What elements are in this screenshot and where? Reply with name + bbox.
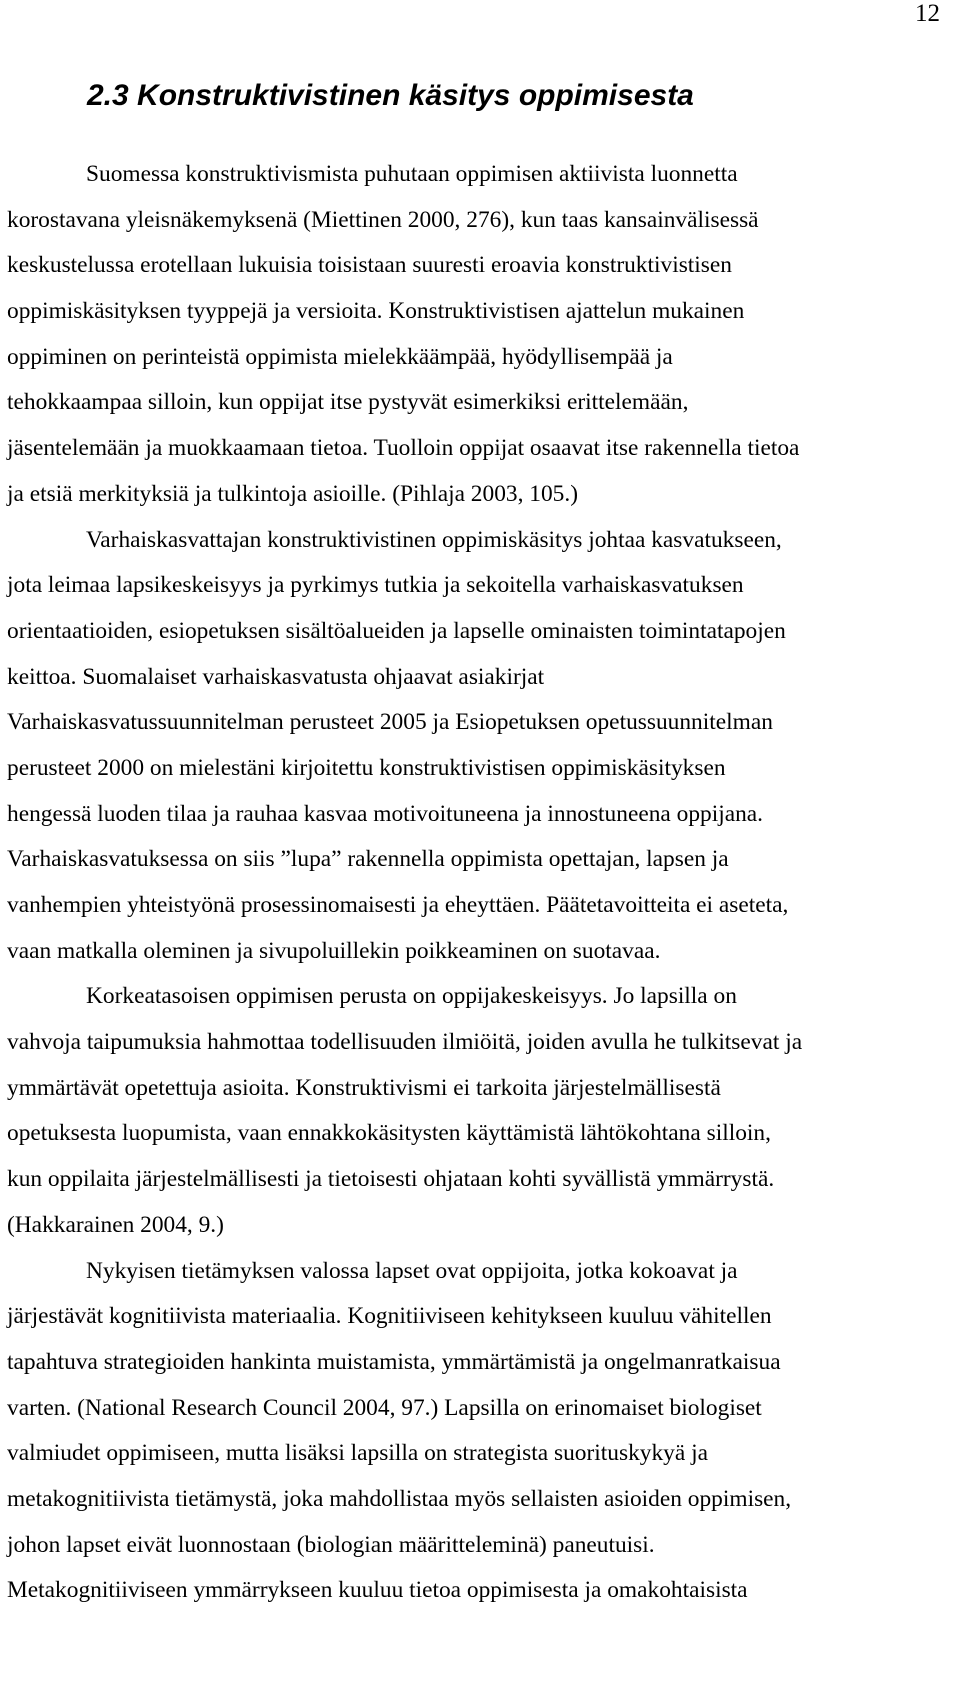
text-line: Varhaiskasvattajan konstruktivistinen oppimiskäsitys johtaa kasvatukseen, [86,526,782,553]
text-line: Metakognitiiviseen ymmärrykseen kuuluu tietoa oppimisesta ja omakohtaisista [7,1577,748,1604]
text-line: valmiudet oppimiseen, mutta lisäksi lapsilla on strategista suorituskykyä ja [7,1440,708,1467]
text-line: opetuksesta luopumista, vaan ennakkokäsitysten käyttämistä lähtökohtana silloin, [7,1120,771,1147]
text-line: jota leimaa lapsikeskeisyys ja pyrkimys tutkia ja sekoitella varhaiskasvatuksen [7,572,744,599]
text-line: metakognitiivista tietämystä, joka mahdollistaa myös sellaisten asioiden oppimisen, [7,1485,792,1512]
text-line: Nykyisen tietämyksen valossa lapset ovat oppijoita, jotka kokoavat ja [86,1257,738,1284]
text-line: oppiminen on perinteistä oppimista mielekkäämpää, hyödyllisempää ja [7,343,673,370]
text-line: vahvoja taipumuksia hahmottaa todellisuuden ilmiöitä, joiden avulla he tulkitsevat ja [7,1029,803,1056]
text-line: hengessä luoden tilaa ja rauhaa kasvaa motivoituneena ja innostuneena oppijana. [7,800,764,827]
text-line: korostavana yleisnäkemyksenä (Miettinen 2000, 276), kun taas kansainvälisessä [7,206,759,233]
text-line: perusteet 2000 on mielestäni kirjoitettu konstruktivistisen oppimiskäsityksen [7,754,726,781]
text-line: keskustelussa erotellaan lukuisia toisistaan suuresti eroavia konstruktivistisen [7,252,732,279]
text-line: keittoa. Suomalaiset varhaiskasvatusta ohjaavat asiakirjat [7,663,545,690]
text-line: oppimiskäsityksen tyyppejä ja versioita. Konstruktivistisen ajattelun mukainen [7,298,745,325]
body-text [7,152,947,1614]
text-line: Korkeatasoisen oppimisen perusta on oppijakeskeisyys. Jo lapsilla on [86,983,737,1010]
text-line: vanhempien yhteistyönä prosessinomaisesti ja eheyttäen. Päätetavoitteita ei aseteta, [7,892,789,918]
text-line: Varhaiskasvatussuunnitelman perusteet 2005 ja Esiopetuksen opetussuunnitelman [7,709,773,736]
text-line: Varhaiskasvatuksessa on siis ”lupa” rakennella oppimista opettajan, lapsen ja [7,846,729,873]
text-line: kun oppilaita järjestelmällisesti ja tietoisesti ohjataan kohti syvällistä ymmärrystä. [7,1166,775,1193]
section-heading: 2.3 Konstruktivistinen käsitys oppimisesta [87,79,694,112]
text-line: varten. (National Research Council 2004, 97.) Lapsilla on erinomaiset biologiset [7,1394,762,1421]
text-line: Suomessa konstruktivismista puhutaan oppimisen aktiivista luonnetta [86,161,738,187]
text-line: orientaatioiden, esiopetuksen sisältöalueiden ja lapselle ominaisten toimintatapojen [7,617,786,644]
text-line: ymmärtävät opetettuja asioita. Konstruktivismi ei tarkoita järjestelmällisestä [7,1074,721,1101]
text-line: ja etsiä merkityksiä ja tulkintoja asioille. (Pihlaja 2003, 105.) [7,480,579,507]
text-line: vaan matkalla oleminen ja sivupoluillekin poikkeaminen on suotavaa. [7,937,661,964]
text-line: järjestävät kognitiivista materiaalia. Kognitiiviseen kehitykseen kuuluu vähitellen [7,1303,772,1330]
text-line: johon lapset eivät luonnostaan (biologian määritteleminä) paneutuisi. [7,1531,655,1558]
text-line: (Hakkarainen 2004, 9.) [7,1211,224,1238]
text-line: jäsentelemään ja muokkaamaan tietoa. Tuolloin oppijat osaavat itse rakennella tietoa [7,435,800,462]
page-number: 12 [915,0,940,27]
text-line: tapahtuva strategioiden hankinta muistamista, ymmärtämistä ja ongelmanratkaisua [7,1348,781,1375]
text-line: tehokkaampaa silloin, kun oppijat itse pystyvät esimerkiksi erittelemään, [7,389,689,416]
